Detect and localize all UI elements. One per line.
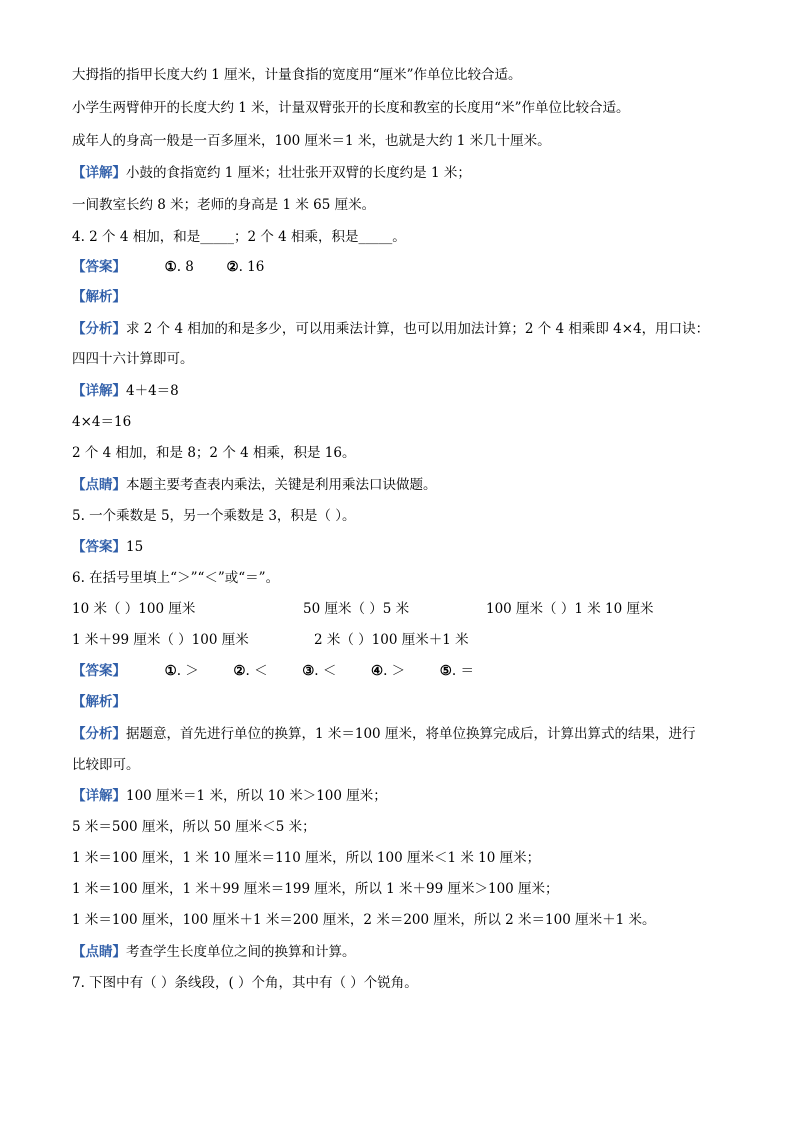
text-line: 大拇指的指甲长度大约 1 厘米，计量食指的宽度用“厘米”作单位比较合适。: [72, 67, 522, 83]
text-line: 1 米＝100 厘米，1 米＋99 厘米＝199 厘米，所以 1 米＋99 厘米＞100 厘米；: [72, 881, 559, 897]
answer-row-q4: [72, 258, 264, 276]
text-line: 2 个 4 相加，和是 8；2 个 4 相乘，积是 16。: [72, 445, 356, 461]
answer-value: . ＜: [314, 663, 337, 679]
fenxi-line: 比较即可。: [72, 757, 140, 773]
answer-value: . 8: [176, 259, 194, 275]
text-line: 成年人的身高一般是一百多厘米，100 厘米＝1 米，也就是大约 1 米几十厘米。: [72, 133, 551, 149]
dianjing-line: 【点睛】考查学生长度单位之间的换算和计算。: [72, 944, 356, 960]
xiangjie-line: 【详解】4＋4＝8: [72, 383, 179, 399]
answer-marker: ①: [164, 663, 177, 679]
dianjing-line: 【点睛】本题主要考查表内乘法，关键是利用乘法口诀做题。: [72, 477, 437, 493]
question-6: 6. 在括号里填上“＞”“＜”或“＝”。: [72, 570, 280, 586]
answer-tag: 【答案】: [72, 539, 126, 555]
analysis-tag: 【解析】: [72, 694, 126, 710]
answer-tag: 【答案】: [72, 259, 126, 275]
section-tag: 【分析】: [72, 726, 126, 742]
answer-marker: ②: [233, 663, 246, 679]
answer-value: . ＜: [245, 663, 268, 679]
question-7: 7. 下图中有（ ）条线段，( ）个角，其中有（ ）个锐角。: [72, 975, 418, 991]
text-line: 1 米＝100 厘米，1 米 10 厘米＝110 厘米，所以 100 厘米＜1 米 10 厘米；: [72, 850, 541, 866]
answer-marker: ③: [302, 663, 315, 679]
section-tag: 【详解】: [72, 788, 126, 804]
question-4: 4. 2 个 4 相加，和是_____；2 个 4 相乘，积是_____。: [72, 229, 406, 245]
answer-marker: ①: [164, 259, 177, 275]
xiangjie-line: 【详解】小鼓的食指宽约 1 厘米；壮壮张开双臂的长度约是 1 米；: [72, 165, 471, 181]
answer-marker: ⑤: [439, 663, 452, 679]
answer-value: . ＞: [176, 663, 199, 679]
analysis-tag: 【解析】: [72, 289, 126, 305]
answer-tag: 【答案】: [72, 663, 126, 679]
text-line: 一间教室长约 8 米；老师的身高是 1 米 65 厘米。: [72, 197, 376, 213]
answer-value: . ＞: [383, 663, 406, 679]
fenxi-line: 四四十六计算即可。: [72, 351, 194, 367]
compare-item: 10 米（ ）100 厘米: [72, 601, 196, 617]
compare-item: 1 米＋99 厘米（ ）100 厘米: [72, 632, 249, 648]
answer-value: 15: [126, 539, 144, 555]
compare-item: 2 米（ ）100 厘米＋1 米: [314, 632, 469, 648]
answer-value: . 16: [238, 259, 265, 275]
fenxi-line: 【分析】据题意，首先进行单位的换算，1 米＝100 厘米，将单位换算完成后，计算出算式的结果，进行: [72, 726, 696, 742]
question-5: 5. 一个乘数是 5，另一个乘数是 3，积是（ ）。: [72, 508, 356, 524]
compare-item: 100 厘米（ ）1 米 10 厘米: [486, 601, 654, 617]
answer-value: . ＝: [451, 663, 474, 679]
section-tag: 【点睛】: [72, 477, 126, 493]
answer-row-q6: [72, 662, 474, 680]
text-line: 4×4＝16: [72, 414, 132, 430]
answer-marker: ④: [370, 663, 384, 679]
answer-marker: ②: [226, 259, 239, 275]
section-tag: 【点睛】: [72, 944, 126, 960]
text-line: 1 米＝100 厘米，100 厘米＋1 米＝200 厘米，2 米＝200 厘米，所以 2 米＝100 厘米＋1 米。: [72, 912, 656, 928]
text-line: 5 米＝500 厘米，所以 50 厘米＜5 米；: [72, 819, 316, 835]
compare-item: 50 厘米（ ）5 米: [303, 601, 410, 617]
text-line: 小学生两臂伸开的长度大约 1 米，计量双臂张开的长度和教室的长度用“米”作单位比较合适。: [72, 100, 630, 116]
answer-row-q5: [72, 538, 143, 556]
section-tag: 【详解】: [72, 383, 126, 399]
fenxi-line: 【分析】求 2 个 4 相加的和是多少，可以用乘法计算，也可以用加法计算；2 个 4 相乘即 4×4，用口诀：: [72, 321, 710, 337]
section-tag: 【分析】: [72, 321, 126, 337]
xiangjie-line: 【详解】100 厘米＝1 米，所以 10 米＞100 厘米；: [72, 788, 387, 804]
section-tag: 【详解】: [72, 165, 126, 181]
